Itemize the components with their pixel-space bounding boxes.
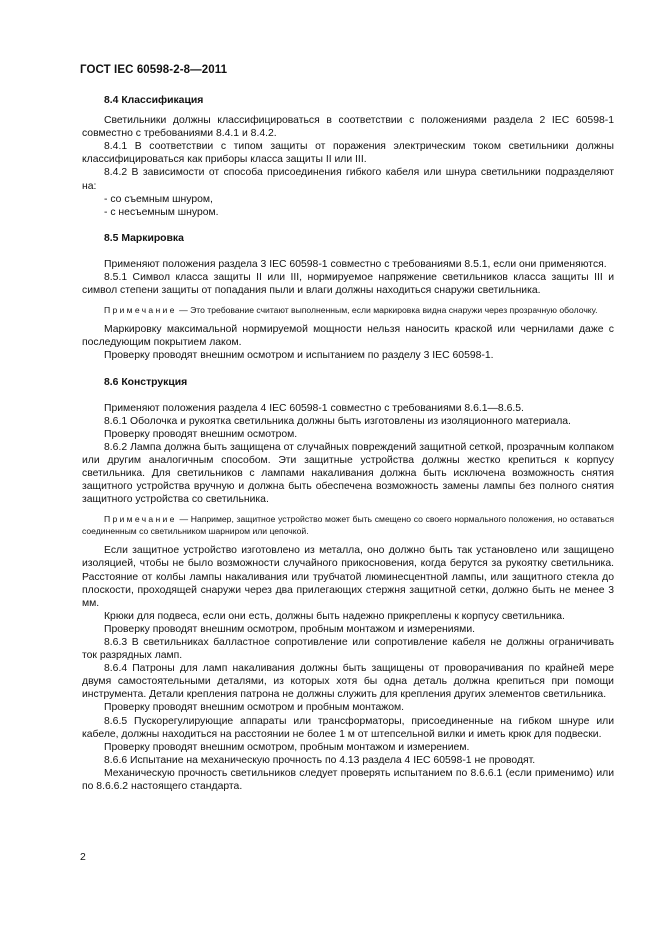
paragraph: 8.4.2 В зависимости от способа присоединения гибкого кабеля или шнура светильники подразделяют на: bbox=[82, 167, 614, 192]
paragraph: Проверку проводят внешним осмотром. bbox=[104, 428, 298, 440]
paragraph: Механическую прочность светильников следует проверять испытанием по 8.6.6.1 (если применимо) или по 8.6.6.2 настоящего стандарта. bbox=[82, 767, 614, 793]
paragraph: 8.4.1 В соответствии с типом защиты от поражения электрическим током светильники должны классифицироваться как приборы класса защиты II или III. bbox=[82, 141, 614, 166]
paragraph: Если защитное устройство изготовлено из металла, оно должно быть так установлено или защищено изоляцией, чтобы не было возможности случайного прикосновения, когда берутся за рукоятку светильника. Расстояние от колбы лампы накаливания или трубчатой люминесцентной лампы, или защитного стекла до плоскости, проходящей снаружи через два прилегающих стержня защитной сетки, должно быть не менее 3 мм. bbox=[82, 545, 614, 609]
paragraph: Проверку проводят внешним осмотром, пробным монтажом и измерением. bbox=[104, 741, 470, 753]
paragraph: 8.6.4 Патроны для ламп накаливания должны быть защищены от проворачивания по крайней мере двумя самостоятельными деталями, из которых хотя бы одна деталь должна крепиться при помощи инструмента. Детали крепления патрона не должны служить для крепления других элементов светильника. bbox=[82, 663, 614, 701]
section-heading-8-5: 8.5 Маркировка bbox=[104, 232, 184, 244]
note-label: Примечание bbox=[104, 514, 177, 525]
note bbox=[82, 304, 614, 316]
page-number: 2 bbox=[80, 852, 86, 863]
paragraph: 8.6.3 В светильниках балластное сопротивление или сопротивление кабеля не должны ограничивать ток разрядных ламп. bbox=[82, 637, 614, 662]
paragraph: 8.5.1 Символ класса защиты II или III, нормируемое напряжение светильников класса защиты III и символ степени защиты от попадания пыли и влаги должны находиться снаружи светильника. bbox=[82, 272, 614, 297]
document-header: ГОСТ IEC 60598-2-8—2011 bbox=[80, 64, 228, 76]
section-heading-8-6: 8.6 Конструкция bbox=[104, 376, 188, 388]
note-text: — Это требование считают выполненным, если маркировка видна снаружи через прозрачную оболочку. bbox=[176, 305, 598, 316]
paragraph: Светильники должны классифицироваться в соответствии с положениями раздела 2 IEC 60598-1 совместно с требованиями 8.4.1 и 8.4.2. bbox=[82, 115, 614, 140]
paragraph: Маркировку максимальной нормируемой мощности нельзя наносить краской или чернилами даже с последующим покрытием лаком. bbox=[82, 324, 614, 349]
paragraph: 8.6.5 Пускорегулирующие аппараты или трансформаторы, присоединенные на гибком шнуре или кабеле, должны находиться на расстоянии не более 1 м от штепсельной вилки и иметь крюк для подвески. bbox=[82, 715, 614, 740]
paragraph: 8.6.6 Испытание на механическую прочность по 4.13 раздела 4 IEC 60598-1 не проводят. bbox=[104, 754, 536, 766]
note-label: Примечание bbox=[104, 305, 177, 316]
paragraph: Проверку проводят внешним осмотром, пробным монтажом и измерениями. bbox=[104, 623, 476, 635]
paragraph: 8.6.1 Оболочка и рукоятка светильника должны быть изготовлены из изоляционного материала. bbox=[104, 415, 571, 427]
section-heading-8-4: 8.4 Классификация bbox=[104, 95, 204, 106]
paragraph: Проверку проводят внешним осмотром и испытанием по разделу 3 IEC 60598-1. bbox=[104, 350, 494, 362]
paragraph: Применяют положения раздела 3 IEC 60598-1 совместно с требованиями 8.5.1, если они применяются. bbox=[104, 258, 607, 270]
paragraph: Проверку проводят внешним осмотром и пробным монтажом. bbox=[104, 702, 405, 714]
list-item: - с несъемным шнуром. bbox=[104, 206, 219, 218]
document-body bbox=[82, 94, 614, 793]
note-text: — Например, защитное устройство может быть смещено со своего нормального положения, но оставаться соединенным со светильником шарниром или цепочкой. bbox=[82, 514, 614, 537]
note bbox=[82, 513, 614, 537]
paragraph: Крюки для подвеса, если они есть, должны быть надежно прикреплены к корпусу светильника. bbox=[104, 610, 565, 622]
list-item: - со съемным шнуром, bbox=[104, 193, 213, 205]
paragraph: 8.6.2 Лампа должна быть защищена от случайных повреждений защитной сеткой, прозрачным колпаком или другим аналогичным способом. Эти защитные устройства должны жестко крепиться к корпусу светильника. Для светильников с лампами накаливания должна быть исключена возможность снятия защитного устройства вручную и должна быть обеспечена возможность замены лампы без полного снятия защитного устройства со светильника. bbox=[82, 441, 614, 506]
paragraph: Применяют положения раздела 4 IEC 60598-1 совместно с требованиями 8.6.1—8.6.5. bbox=[104, 402, 524, 414]
